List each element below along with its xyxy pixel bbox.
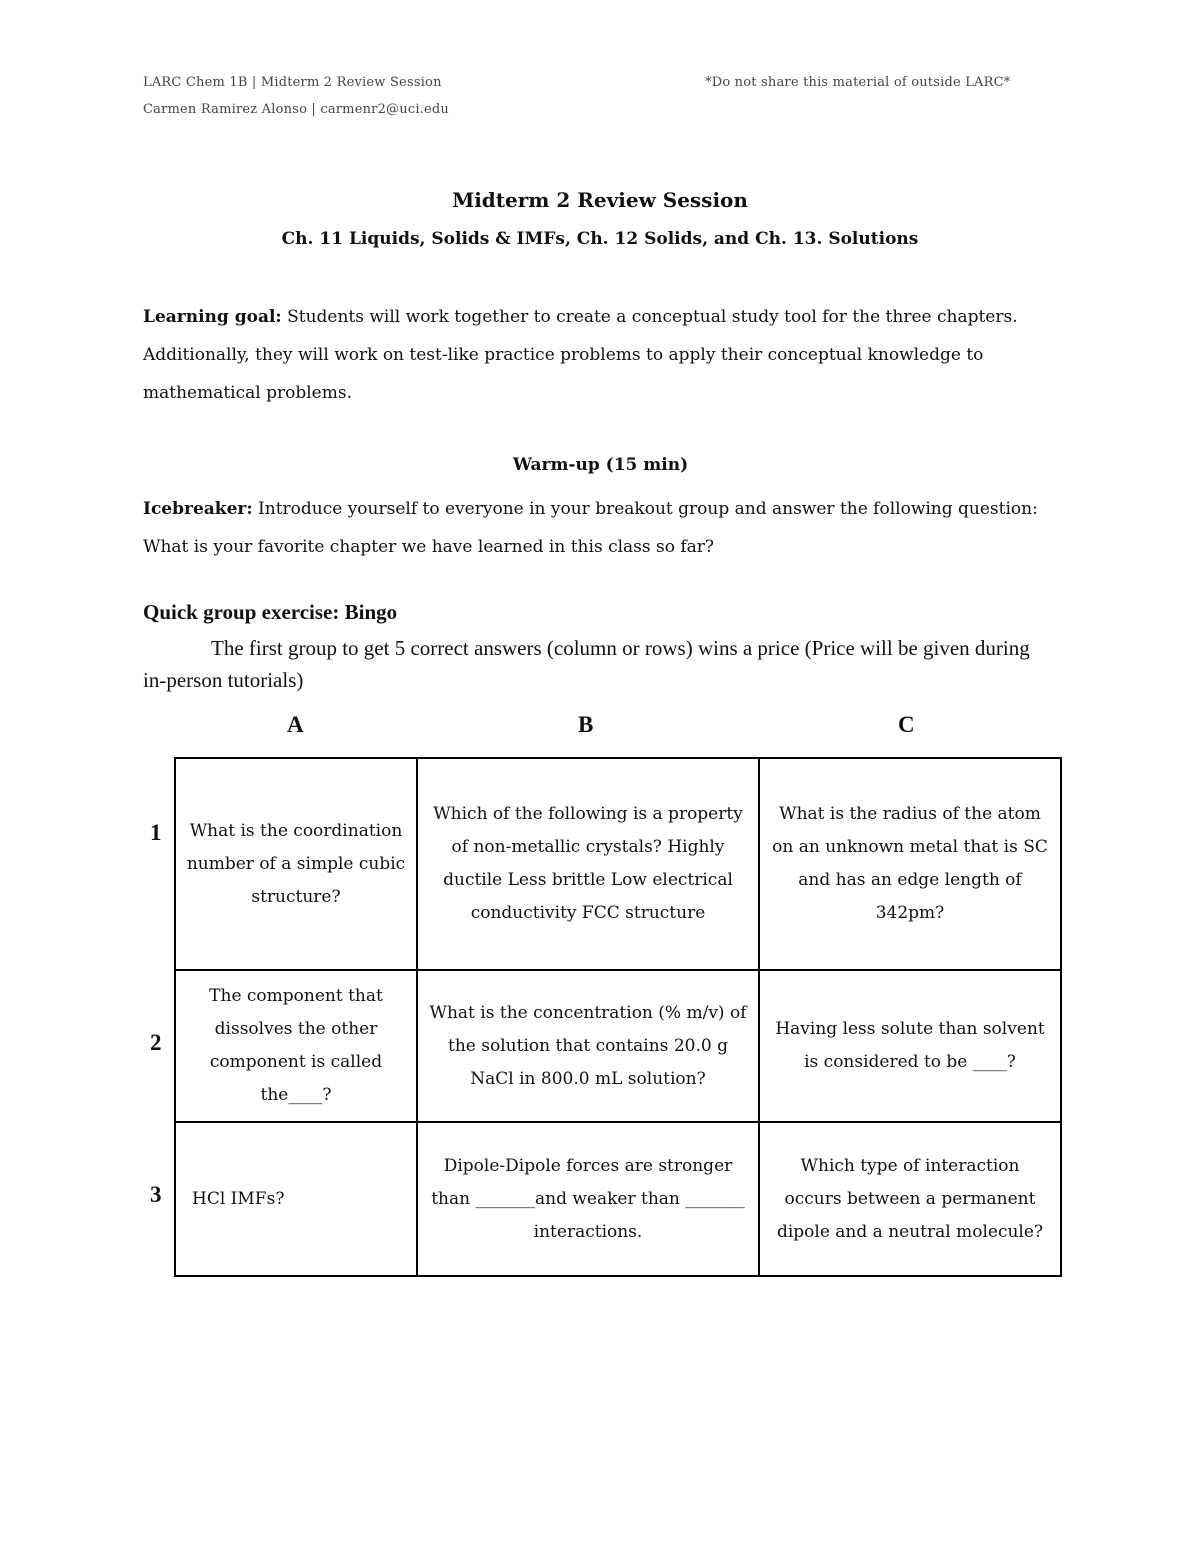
row-header-1: 1 [150,820,162,845]
page-subtitle: Ch. 11 Liquids, Solids & IMFs, Ch. 12 Solids, and Ch. 13. Solutions [281,229,919,249]
bingo-table [174,757,1062,1277]
row-header-2: 2 [150,1030,162,1055]
icebreaker [143,490,1043,566]
learning-goal-label: Learning goal: [143,307,282,327]
bingo-cell-2c: Having less solute than solvent is considered to be ____? [759,970,1061,1122]
learning-goal [143,298,1043,412]
bingo-row-2 [175,970,1061,1122]
icebreaker-text: Introduce yourself to everyone in your breakout group and answer the following question: What is your favorite chapter we have learned in this class so far? [143,499,1038,557]
header-author: Carmen Ramirez Alonso | carmenr2@uci.edu [143,102,449,117]
bingo-cell-2a: The component that dissolves the other component is called the____? [175,970,417,1122]
bingo-cell-3c: Which type of interaction occurs between a permanent dipole and a neutral molecule? [759,1122,1061,1276]
bingo-instructions-text: The first group to get 5 correct answers (column or rows) wins a price (Price will be given during in-person tutorials) [143,636,1030,692]
learning-goal-text: Students will work together to create a conceptual study tool for the three chapters. Additionally, they will work on test-like practice problems to apply their conceptual knowledge to mathematical problems. [143,307,1018,403]
bingo-cell-3b: Dipole-Dipole forces are stronger than _______and weaker than _______ interactions. [417,1122,759,1276]
bingo-row-3 [175,1122,1061,1276]
bingo-cell-1a: What is the coordination number of a simple cubic structure? [175,758,417,970]
bingo-row-1 [175,758,1061,970]
header-course: LARC Chem 1B | Midterm 2 Review Session [143,75,442,90]
bingo-cell-2b: What is the concentration (% m/v) of the solution that contains 20.0 g NaCl in 800.0 mL solution? [417,970,759,1122]
column-header-b: B [578,712,594,737]
bingo-cell-3a: HCl IMFs? [175,1122,417,1276]
bingo-cell-1c: What is the radius of the atom on an unknown metal that is SC and has an edge length of 342pm? [759,758,1061,970]
bingo-instructions [143,632,1033,696]
warmup-heading: Warm-up (15 min) [512,455,689,475]
bingo-cell-1b: Which of the following is a property of non-metallic crystals? Highly ductile Less brittle Low electrical conductivity FCC structure [417,758,759,970]
column-header-c: C [898,712,915,737]
page-title: Midterm 2 Review Session [452,188,748,212]
header-notice: *Do not share this material of outside LARC* [705,75,1011,90]
icebreaker-label: Icebreaker: [143,499,253,519]
row-header-3: 3 [150,1182,162,1207]
column-header-a: A [287,712,304,737]
bingo-heading: Quick group exercise: Bingo [143,600,398,624]
